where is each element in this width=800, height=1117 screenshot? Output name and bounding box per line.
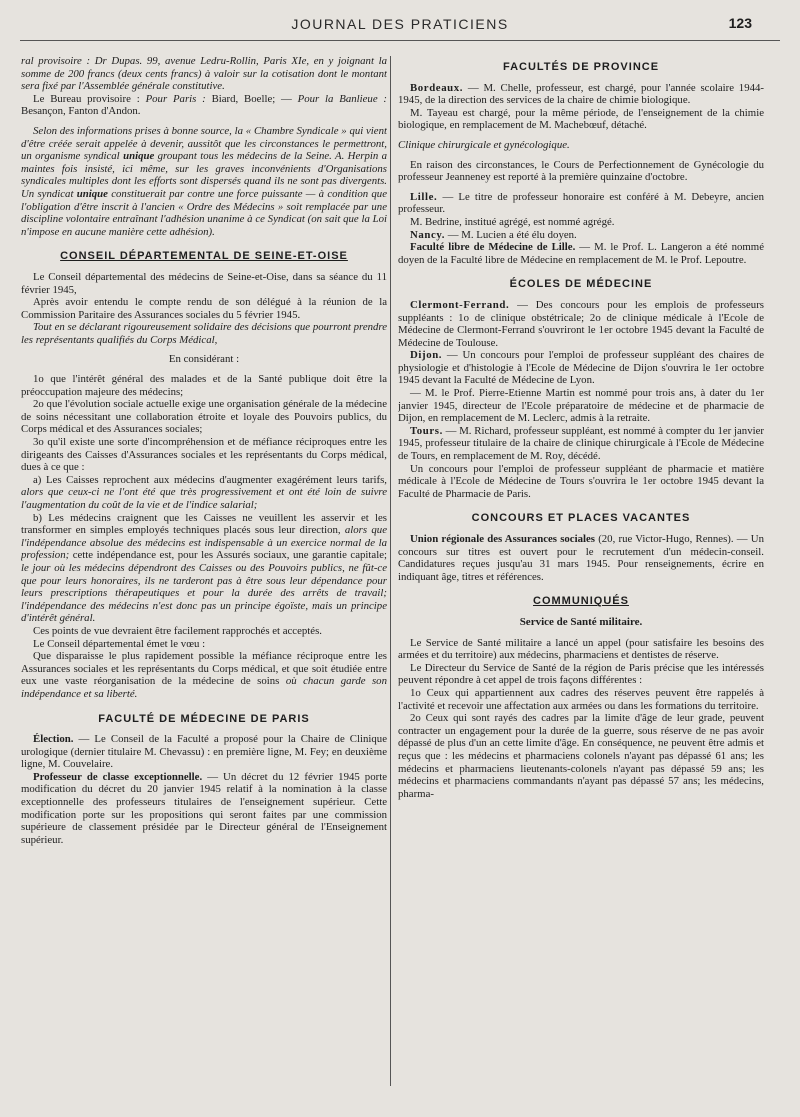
paragraph: Un concours pour l'emploi de professeur suppléant de pharmacie et matière médicale à l'Ecole de Médecine de Tours s'ouvrira le 1er octobre 1945 devant la Faculté de Pharmacie de Paris.	[398, 462, 764, 500]
paragraph: Le Service de Santé militaire a lancé un appel (pour satisfaire les besoins des armées et du territoire) aux médecins, pharmaciens et dentistes de réserve.	[398, 636, 764, 662]
editorial-note: Selon des informations prises à bonne source, la « Chambre Syndicale » qui vient d'être créée serait appelée à devenir, aussitôt que les circonstances le permettront, un organisme syndical unique groupant tous les médecins de la Seine. A. Herpin a maintes fois insisté, ici même, sur les graves inconvénients d'Organisations syndicales multiples dont les efforts sont dispersés quand ils ne sont pas divergents. Un syndicat unique constituerait par contre une force puissante — à condition que l'obligation d'être inscrit à l'ancien « Ordre des Médecins » soit remplacée par une discipline volontaire entraînant l'adhésion unanime à ce Syndicat (on sait que la Loi n'impose en aucune manière cette adhésion).	[21, 124, 387, 238]
paragraph: ral provisoire : Dr Dupas. 99, avenue Ledru-Rollin, Paris XIe, en y joignant la somme de 200 francs (deux cents francs) à valoir sur la cotisation dont le montant sera fixé par l'Assemblée générale constitutive.	[21, 55, 387, 93]
paragraph: M. Tayeau est chargé, pour la même période, de l'enseignement de la chimie biologique, en remplacement de M. Machebœuf, détaché.	[398, 106, 764, 132]
paragraph: 3o qu'il existe une sorte d'incompréhension et de méfiance réciproques entre les dirigeants des Caisses d'Assurances sociales et les représentants du Corps médical, dues à ce que :	[21, 436, 387, 474]
paragraph: 1o que l'intérêt général des malades et de la Santé publique doit être la préoccupation majeure des médecins;	[21, 373, 387, 398]
paragraph: Nancy. — M. Lucien a été élu doyen.	[410, 228, 577, 241]
paragraph: Bordeaux. — M. Chelle, professeur, est chargé, pour l'année scolaire 1944-1945, de la direction des services de la chaire de chimie biologique.	[398, 81, 764, 107]
paragraph: Dijon. — Un concours pour l'emploi de professeur suppléant des chaires de physiologie et d'histologie à l'Ecole de Médecine de Dijon s'ouvrira le 1er octobre 1945 devant la Faculté de Médecine de Lyon.	[398, 349, 764, 387]
paragraph: Clermont-Ferrand. — Des concours pour les emplois de professeurs suppléants : 1o de clinique obstétricale; 2o de clinique médicale à l'Ecole de Médecine de Clermont-Ferrand s'ouvriront le 1er octobre 1945 devant la Faculté de Médecine de Toulouse.	[398, 298, 764, 349]
paragraph: — M. le Prof. Pierre-Etienne Martin est nommé pour trois ans, à dater du 1er janvier 1945, directeur de l'Ecole préparatoire de médecine et de pharmacie de Dijon, en remplacement de M. Leclerc, admis à la retraite.	[398, 387, 764, 425]
left-column	[21, 55, 387, 1095]
paragraph: Le Bureau provisoire : Pour Paris : Biard, Boelle; — Pour la Banlieue : Besançon, Fanton d'Andon.	[21, 92, 387, 118]
paragraph: Le Conseil départemental des médecins de Seine-et-Oise, dans sa séance du 11 février 1945,	[21, 270, 387, 296]
paragraph: Élection. — Le Conseil de la Faculté a proposé pour la Chaire de Clinique urologique (dernier titulaire M. Chevassu) : en première ligne, M. Fey; en deuxième ligne, M. Couvelaire.	[21, 733, 387, 771]
section-heading: FACULTÉS DE PROVINCE	[502, 61, 660, 73]
section-heading: CONCOURS ET PLACES VACANTES	[471, 512, 691, 525]
paragraph: En raison des circonstances, le Cours de Perfectionnement de Gynécologie du professeur Jeanneney est reporté à la première quinzaine d'octobre.	[398, 158, 764, 184]
paragraph: Union régionale des Assurances sociales (20, rue Victor-Hugo, Rennes). — Un concours sur titres est ouvert pour le recrutement d'un médecin-conseil. Candidatures reçues jusqu'au 31 mars 1945. Pour renseignements, écrire en indiquant âge, titres et références.	[398, 533, 764, 583]
paragraph: 2o Ceux qui sont rayés des cadres par la limite d'âge de leur grade, peuvent contracter un engagement pour la durée de la guerre, sous réserve de ne pas avoir dépassé de plus d'un an cette limite d'âge. En conséquence, ne peuvent être admis et reçus que : les médecins et pharmaciens colonels n'ayant pas dépassé 61 ans; les médecins et pharmaciens lieutenants-colonels n'ayant pas dépassé 59 ans; les médecins et pharmaciens commandants n'ayant pas dépassé 57 ans; les médecins, pharma-	[398, 712, 764, 800]
paragraph: Ces points de vue devraient être facilement rapprochés et acceptés.	[33, 624, 322, 637]
paragraph: 2o que l'évolution sociale actuelle exige une organisation générale de la médecine de soins nécessitant une collaboration étroite et loyale des Pouvoirs publics, du Corps médical et des Assurances sociales;	[21, 398, 387, 436]
paragraph: Faculté libre de Médecine de Lille. — M. le Prof. L. Langeron a été nommé doyen de la Faculté libre de Médecine en remplacement de M. le Prof. Lepoutre.	[398, 241, 764, 266]
paragraph: Clinique chirurgicale et gynécologique.	[398, 138, 570, 151]
section-heading: ÉCOLES DE MÉDECINE	[509, 278, 653, 291]
section-heading: COMMUNIQUÉS	[533, 595, 629, 608]
paragraph: Tours. — M. Richard, professeur suppléant, est nommé à compter du 1er janvier 1945, professeur titulaire de la chaire de clinique chirurgicale à l'Ecole de Médecine de Tours, en remplacement de M. Roy, décédé.	[398, 424, 764, 463]
paragraph: Le Conseil départemental émet le vœu :	[33, 637, 206, 650]
right-column	[398, 55, 764, 1095]
paragraph: Lille. — Le titre de professeur honoraire est conféré à M. Debeyre, ancien professeur.	[398, 190, 764, 216]
section-heading: FACULTÉ DE MÉDECINE DE PARIS	[98, 712, 310, 725]
section-heading: CONSEIL DÉPARTEMENTAL DE SEINE-ET-OISE	[60, 250, 348, 263]
running-head	[20, 12, 780, 41]
paragraph: a) Les Caisses reprochent aux médecins d'augmenter exagérément leurs tarifs, alors que ceux-ci ne l'ont été que très progressivement et ont été loin de suivre l'augmentation du coût de la vie et de l'indice salarial;	[21, 473, 387, 511]
paragraph: 1o Ceux qui appartiennent aux cadres des réserves peuvent être rappelés à l'activité et recevoir une affectation aux armées ou dans les formations du territoire.	[398, 686, 764, 712]
paragraph: M. Bedrine, institué agrégé, est nommé agrégé.	[410, 215, 615, 228]
page-number: 123	[728, 15, 752, 31]
paragraph: Tout en se déclarant rigoureusement solidaire des décisions que pourront prendre les représentants qualifiés du Corps Médical,	[21, 321, 387, 346]
paragraph: En considérant :	[168, 353, 240, 366]
paragraph: Que disparaisse le plus rapidement possible la méfiance réciproque entre les Assurances sociales et les représentants du Corps médical, et que soit étudiée entre eux une vaste réorganisation de la médecine de soins où chacun garde son indépendance et sa liberté.	[21, 650, 387, 700]
journal-title: JOURNAL DES PRATICIENS	[291, 16, 509, 32]
subsection-heading: Service de Santé militaire.	[519, 615, 643, 628]
paragraph: Après avoir entendu le compte rendu de son délégué à la réunion de la Commission Paritaire des Assurances sociales du 5 février 1945.	[21, 296, 387, 321]
paragraph: b) Les médecins craignent que les Caisses ne veuillent les asservir et les transformer en simples employés techniques placés sous leur direction, alors que l'indépendance absolue des médecins est indispensable à un exercice normal de la profession; cette indépendance est, pour les Assurés sociaux, une garantie capitale; le jour où les médecins dépendront des Caisses ou des Pouvoirs publics, ne fût-ce que pour leurs honoraires, ils ne tarderont pas à être sous leur dépendance pour leurs prescriptions thérapeutiques et pour la durée des arrêts de travail; l'indépendance des médecins n'est donc pas un principe égoïste, mais un principe d'intérêt général.	[21, 511, 387, 625]
paragraph: Le Directeur du Service de Santé de la région de Paris précise que les intéressés peuvent répondre à cet appel de trois façons différentes :	[398, 661, 764, 687]
column-divider	[390, 56, 391, 1086]
paragraph: Professeur de classe exceptionnelle. — Un décret du 12 février 1945 porte modification du décret du 20 janvier 1945 relatif à la nomination à la classe exceptionnelle des professeurs titulaires de l'enseignement supérieur. Cette modification porte sur les propositions qui seront faites par une commission supérieure de classement présidée par le Directeur général de l'Enseignement supérieur.	[21, 770, 387, 846]
